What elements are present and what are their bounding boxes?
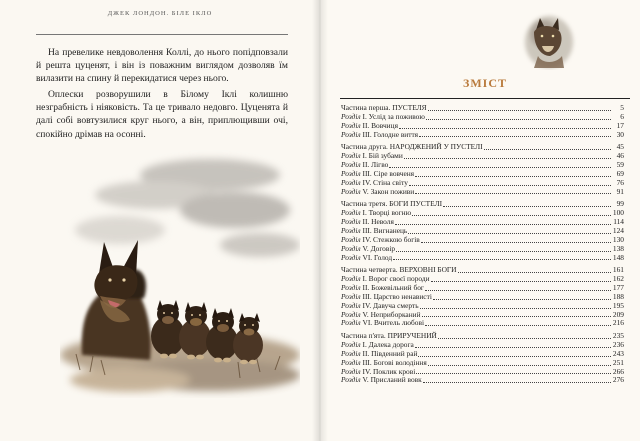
toc-entry-prefix: Розділ: [341, 129, 361, 139]
toc-leader-dots: [418, 350, 611, 357]
toc-entry-text: Частина четверта. ВЕРХОВНІ БОГИ: [341, 265, 457, 275]
toc-page-number: 130: [612, 234, 624, 244]
toc-page-number: 91: [616, 186, 624, 196]
toc-page-number: 138: [612, 243, 624, 253]
toc-leader-dots: [416, 368, 611, 375]
toc-page-number: 276: [612, 375, 624, 385]
toc-entry-prefix: Розділ: [341, 357, 361, 367]
toc-entry-title: [341, 131, 418, 140]
toc-leader-dots: [404, 152, 611, 159]
toc-entry-text: VI. Голод: [360, 252, 393, 262]
toc-leader-dots: [396, 245, 611, 252]
toc-entry-prefix: Розділ: [341, 375, 361, 385]
paragraph-1: На превелике невдоволення Коллі, до нього попідповзали й решта цуценят, і він із поважним виглядом дозволяв їм вилазити на спину й перекидатися через нього.: [36, 47, 288, 85]
toc-entry-text: V. Неприборканий: [360, 309, 421, 319]
toc-leader-dots: [412, 209, 611, 216]
toc-page-number: 100: [612, 208, 624, 218]
toc-leader-dots: [399, 122, 611, 129]
toc-leader-dots: [415, 170, 611, 177]
toc-entry-prefix: Розділ: [341, 168, 361, 178]
toc-page-number: 30: [616, 129, 624, 139]
toc-entry-text: II. Неволя: [360, 217, 394, 227]
toc-entry-title: [341, 188, 414, 197]
toc-entry-text: II. Вовчиця: [360, 120, 398, 130]
toc-leader-dots: [443, 200, 611, 207]
toc-entry-text: V. Договір: [360, 243, 396, 253]
toc-entry-text: III. Вигнанець: [360, 225, 408, 235]
toc-entry-prefix: Розділ: [341, 252, 361, 262]
toc-leader-dots: [415, 188, 611, 195]
toc-entry-text: IV. Давуча смерть: [360, 300, 419, 310]
toc-entry-text: Частина друга. НАРОДЖЕНИЙ У ПУСТЕЛІ: [341, 142, 483, 152]
toc-title: ЗМІСТ: [463, 76, 507, 90]
toc-leader-dots: [409, 179, 611, 186]
toc-leader-dots: [428, 359, 611, 366]
toc-entry-text: Частина п'ята. ПРИРУЧЕНИЙ: [341, 331, 437, 341]
toc-entry-prefix: Розділ: [341, 208, 361, 218]
toc-entry-text: III. Сіре вовченя: [360, 168, 415, 178]
toc-leader-dots: [421, 236, 611, 243]
toc-entry-text: V. Закон поживи: [360, 186, 415, 196]
toc-page-number: 5: [620, 103, 624, 112]
toc-entry-title: [341, 254, 392, 263]
toc-entry-prefix: Розділ: [341, 274, 361, 284]
toc-page-number: 177: [612, 283, 624, 293]
toc-entry: [341, 319, 624, 328]
running-head: ДЖЕК ЛОНДОН. БІЛЕ ІКЛО: [107, 10, 213, 17]
toc-page-number: 46: [616, 151, 624, 161]
toc-page-number: 251: [612, 357, 624, 367]
dog-and-puppies-illustration: [60, 150, 300, 420]
toc-page-number: 99: [616, 199, 624, 209]
toc-entry-text: I. Творці вогню: [360, 208, 412, 218]
toc-leader-dots: [425, 284, 611, 291]
toc-page-number: 195: [612, 300, 624, 310]
toc-entry-text: I. Ворог своєї породи: [360, 274, 430, 284]
toc-leader-dots: [395, 218, 611, 225]
toc-page-number: 17: [616, 120, 624, 130]
toc-page-number: 59: [616, 160, 624, 170]
toc-entry-prefix: Розділ: [341, 177, 361, 187]
book-gutter: [312, 0, 328, 441]
toc-page-number: 76: [616, 177, 624, 187]
toc-page-number: 69: [616, 168, 624, 178]
wolf-illustration: [520, 12, 578, 70]
toc-entry-prefix: Розділ: [341, 243, 361, 253]
toc-leader-dots: [389, 161, 611, 168]
toc-entry-prefix: Розділ: [341, 120, 361, 130]
toc-entry-prefix: Розділ: [341, 111, 361, 121]
toc-page-number: 209: [612, 309, 624, 319]
toc-entry-text: I. Услід за поживою: [360, 111, 425, 121]
toc-entry: [341, 376, 624, 385]
table-of-contents: [341, 104, 624, 385]
toc-entry-prefix: Розділ: [341, 348, 361, 358]
toc-page-number: 236: [612, 340, 624, 350]
toc-entry-title: [341, 319, 424, 328]
toc-entry-prefix: Розділ: [341, 217, 361, 227]
toc-entry-prefix: Розділ: [341, 151, 361, 161]
header-rule: [36, 34, 288, 35]
toc-leader-dots: [484, 143, 611, 150]
toc-entry-text: III. Богові володіння: [360, 357, 427, 367]
toc-page-number: 243: [612, 348, 624, 358]
toc-leader-dots: [426, 113, 611, 120]
toc-entry-prefix: Розділ: [341, 234, 361, 244]
toc-entry: [341, 188, 624, 197]
toc-leader-dots: [423, 376, 611, 383]
toc-leader-dots: [422, 311, 611, 318]
toc-page-number: 188: [612, 291, 624, 301]
toc-leader-dots: [428, 104, 611, 111]
toc-entry-text: I. Далека дорога: [360, 340, 414, 350]
toc-leader-dots: [425, 319, 611, 326]
toc-entry-prefix: Розділ: [341, 283, 361, 293]
toc-entry-text: III. Царство ненависті: [360, 291, 432, 301]
toc-page-number: 161: [612, 265, 624, 275]
toc-entry-title: [341, 376, 422, 385]
toc-entry-prefix: Розділ: [341, 186, 361, 196]
toc-leader-dots: [419, 131, 611, 138]
toc-entry-prefix: Розділ: [341, 300, 361, 310]
toc-entry-text: II. Божевільний бог: [360, 283, 424, 293]
paragraph-2: Оплески розворушили в Білому Іклі колишню незграбність і ніяковість. Та це тривало недовго. Цуценята й далі собі вовтузилися круг нього, а він, приплющивши очі, спокійно дрімав на осонні.: [36, 89, 288, 140]
toc-entry: [341, 254, 624, 263]
toc-entry-prefix: Розділ: [341, 366, 361, 376]
toc-entry-prefix: Розділ: [341, 318, 361, 328]
toc-entry-text: I. Бій зубами: [360, 151, 403, 161]
toc-entry-prefix: Розділ: [341, 160, 361, 170]
toc-entry-text: Частина третя. БОГИ ПУСТЕЛІ: [341, 199, 443, 209]
toc-leader-dots: [431, 275, 611, 282]
toc-page-number: 235: [612, 331, 624, 341]
toc-entry-prefix: Розділ: [341, 340, 361, 350]
toc-entry: [341, 131, 624, 140]
toc-leader-dots: [433, 293, 611, 300]
toc-entry-text: II. Лігво: [360, 160, 389, 170]
toc-entry-text: II. Південний рай: [360, 348, 418, 358]
toc-page-number: 124: [612, 225, 624, 235]
toc-leader-dots: [438, 332, 611, 339]
toc-leader-dots: [420, 302, 611, 309]
toc-page-number: 45: [616, 142, 624, 152]
toc-leader-dots: [458, 266, 611, 273]
toc-page-number: 148: [612, 252, 624, 262]
toc-entry-prefix: Розділ: [341, 309, 361, 319]
toc-rule: [340, 98, 630, 99]
toc-entry-prefix: Розділ: [341, 225, 361, 235]
toc-entry-text: IV. Стежкою богів: [360, 234, 420, 244]
toc-page-number: 6: [620, 111, 624, 121]
toc-page-number: 162: [612, 274, 624, 284]
toc-page-number: 216: [612, 318, 624, 328]
toc-entry-text: VI. Вчитель любові: [360, 318, 425, 328]
toc-entry-text: V. Присланий вовк: [360, 375, 422, 385]
toc-leader-dots: [393, 254, 611, 261]
toc-entry-text: IV. Поклик крові: [360, 366, 416, 376]
toc-entry-text: III. Голодне виття: [360, 129, 419, 139]
toc-entry-prefix: Розділ: [341, 291, 361, 301]
toc-page-number: 266: [612, 366, 624, 376]
toc-entry-text: Частина перша. ПУСТЕЛЯ: [341, 103, 427, 112]
toc-leader-dots: [415, 341, 611, 348]
toc-leader-dots: [408, 227, 611, 234]
toc-entry-text: IV. Стіна світу: [360, 177, 408, 187]
toc-page-number: 114: [613, 217, 624, 227]
